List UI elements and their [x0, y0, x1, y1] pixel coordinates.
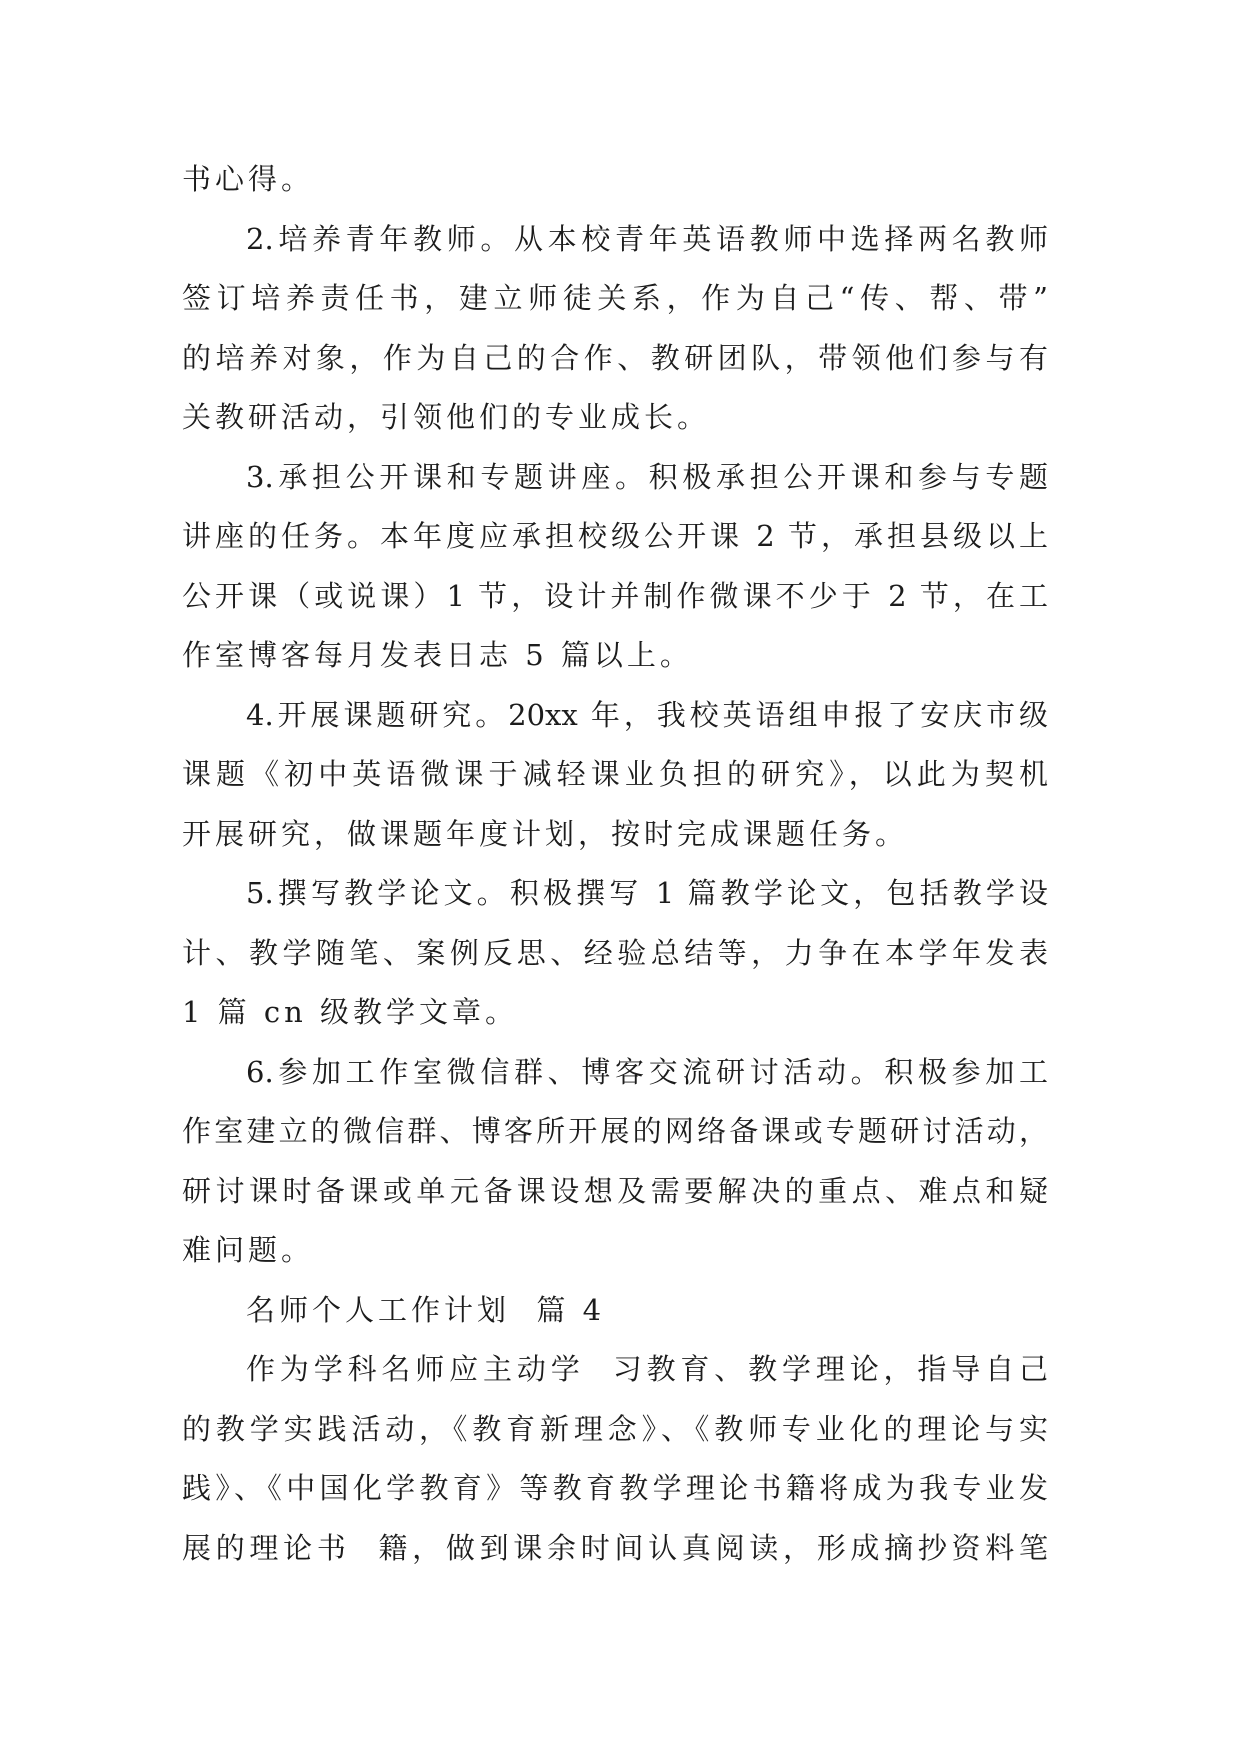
paragraph-item-3	[182, 448, 1048, 686]
text-line: 关教研活动，引领他们的专业成长。	[182, 400, 711, 434]
text-line: 作室建立的微信群、博客所开展的网络备课或专题研讨活动，	[182, 1114, 1048, 1148]
text-line: 公开课（或说课）1 节，设计并制作微课不少于 2 节，在工	[182, 578, 1048, 613]
text-line: 作为学科名师应主动学 习教育、教学理论，指导自己	[246, 1352, 1048, 1386]
paragraph-item-5	[182, 864, 1048, 1043]
paragraph-item-2	[182, 210, 1048, 448]
text-line: 6.参加工作室微信群、博客交流研讨活动。积极参加工	[246, 1054, 1048, 1089]
text-line: 的培养对象，作为自己的合作、教研团队，带领他们参与有	[182, 340, 1048, 375]
paragraph-item-6	[182, 1043, 1048, 1281]
text-line: 讲座的任务。本年度应承担校级公开课 2 节，承担县级以上	[182, 519, 1048, 553]
text-line: 书心得。	[182, 162, 315, 196]
body-text	[182, 150, 1048, 1578]
paragraph-section-4-intro	[182, 1340, 1048, 1578]
text-line: 5.撰写教学论文。积极撰写 1 篇教学论文，包括教学设	[246, 876, 1048, 910]
text-line: 4.开展课题研究。20xx 年，我校英语组申报了安庆市级	[246, 697, 1048, 732]
paragraph-item-4	[182, 686, 1048, 865]
text-line: 3.承担公开课和专题讲座。积极承担公开课和参与专题	[246, 459, 1048, 494]
text-line: 计、教学随笔、案例反思、经验总结等，力争在本学年发表	[182, 935, 1048, 970]
text-line: 的教学实践活动，《教育新理念》、《教师专业化的理论与实	[182, 1411, 1048, 1446]
text-line: 难问题。	[182, 1233, 315, 1267]
text-line: 2.培养青年教师。从本校青年英语教师中选择两名教师	[246, 221, 1048, 256]
text-line: 1 篇 cn 级教学文章。	[182, 995, 519, 1029]
text-line: 课题《初中英语微课于减轻课业负担的研究》，以此为契机	[182, 757, 1048, 791]
text-line: 签订培养责任书，建立师徒关系，作为自己“传、帮、带”	[182, 281, 1048, 315]
text-line: 研讨课时备课或单元备课设想及需要解决的重点、难点和疑	[182, 1173, 1048, 1208]
text-line: 开展研究，做课题年度计划，按时完成课题任务。	[182, 816, 909, 851]
section-heading-text: 名师个人工作计划 篇 4	[246, 1292, 606, 1327]
text-line: 作室博客每月发表日志 5 篇以上。	[182, 638, 693, 672]
section-heading	[182, 1281, 1048, 1341]
paragraph-continuation	[182, 150, 1048, 210]
text-line: 践》、《中国化学教育》等教育教学理论书籍将成为我专业发	[182, 1471, 1048, 1505]
text-line: 展的理论书 籍，做到课余时间认真阅读，形成摘抄资料笔	[182, 1530, 1048, 1565]
